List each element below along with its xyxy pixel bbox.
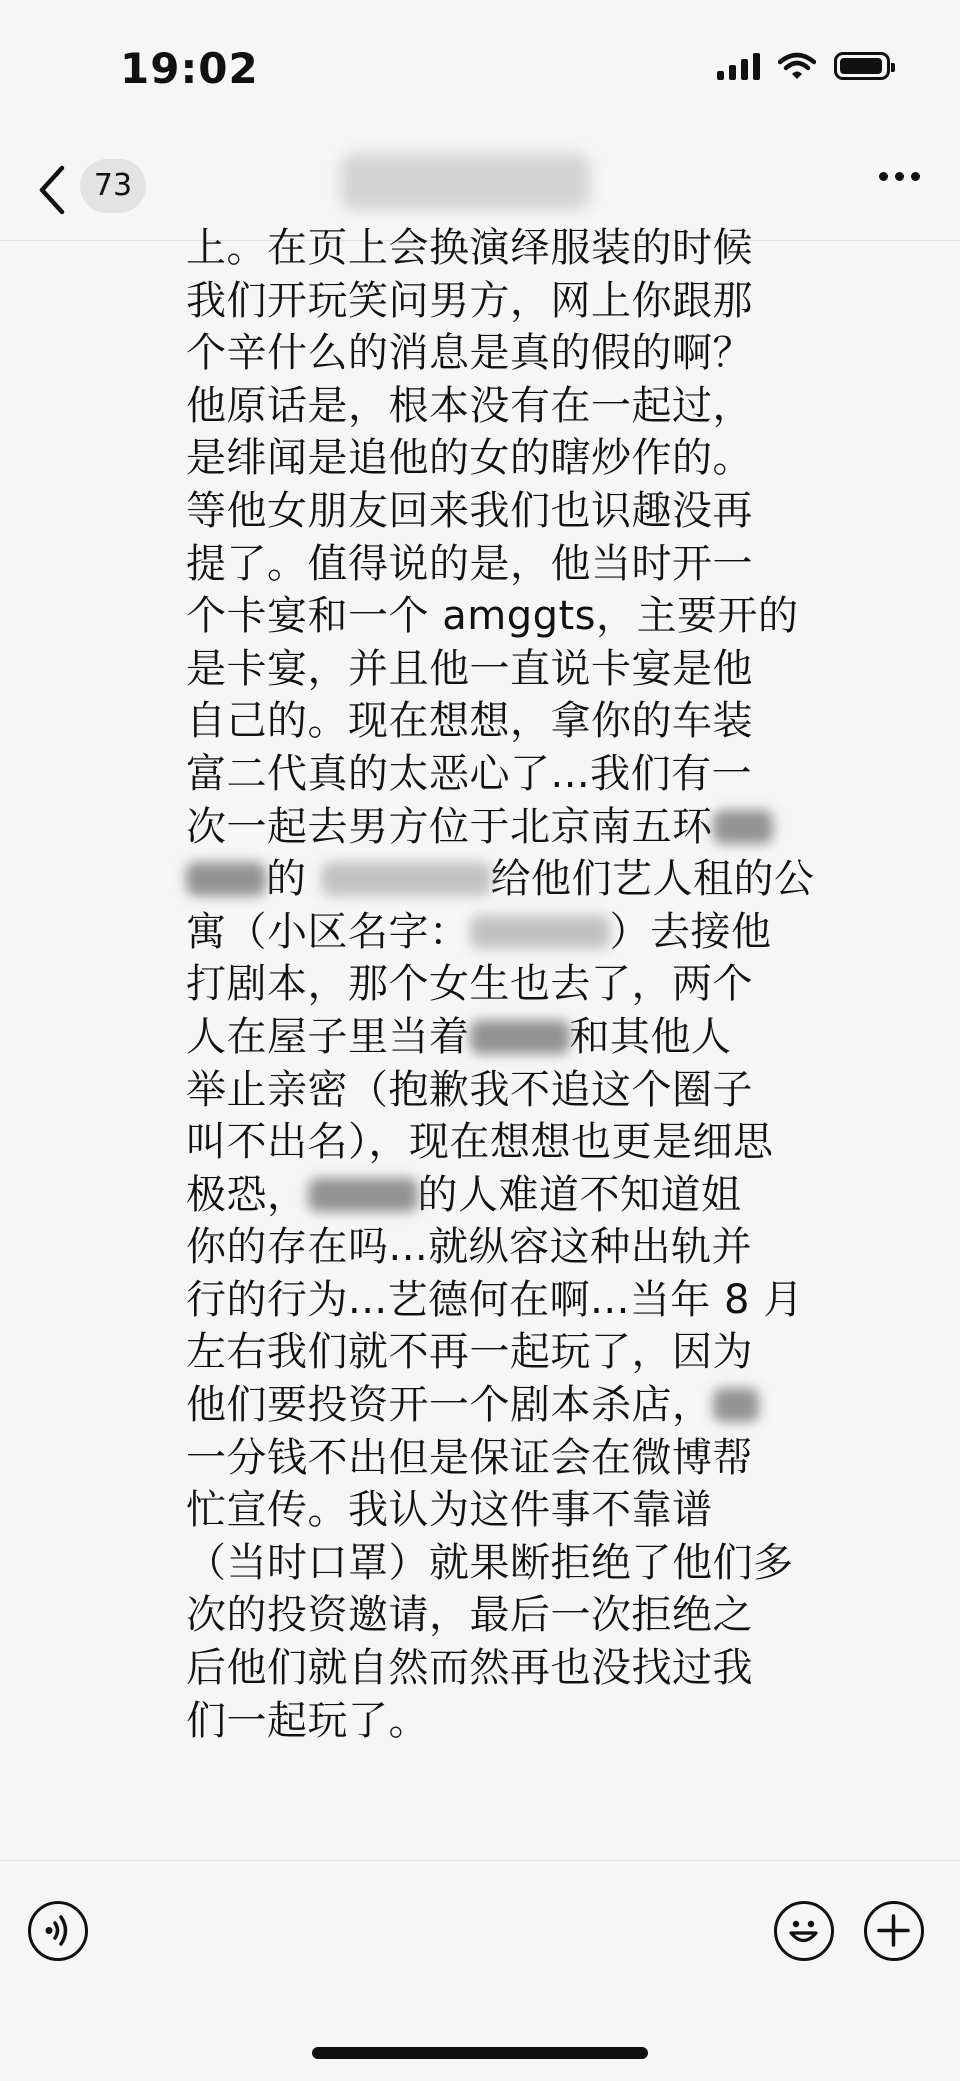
message-fragment: 的 [266, 856, 307, 903]
message-line: 忙宣传。我认为这件事不靠谱 [186, 1487, 713, 1534]
message-fragment: ）去接他 [609, 908, 772, 955]
message-line: 次的投资邀请，最后一次拒绝之 [186, 1592, 753, 1639]
chevron-left-icon[interactable] [34, 160, 70, 220]
status-time: 19:02 [120, 44, 259, 93]
message-line: 打剧本，那个女生也去了，两个 [186, 961, 753, 1008]
message-line: 们一起玩了。 [186, 1697, 429, 1744]
message-line: 自己的。现在想想，拿你的车装 [186, 698, 753, 745]
cellular-signal-icon [717, 52, 760, 80]
voice-input-icon[interactable] [28, 1901, 88, 1961]
message-line: 是绯闻是追他的女的瞎炒作的。 [186, 435, 753, 482]
emoji-icon[interactable] [774, 1901, 834, 1961]
message-line [186, 801, 826, 854]
message-line [186, 1011, 826, 1064]
plus-icon[interactable] [864, 1901, 924, 1961]
chat-input-bar [0, 1860, 960, 1991]
message-line: 叫不出名），现在想想也更是细思 [186, 1119, 774, 1166]
message-fragment: 极恐， [186, 1171, 308, 1218]
message-line: 个卡宴和一个 amggts，主要开的 [186, 593, 799, 640]
redacted-text [470, 1020, 570, 1054]
ellipsis-icon[interactable] [879, 172, 920, 181]
redacted-text [713, 1388, 759, 1422]
message-line [186, 1379, 826, 1432]
message-line: 个辛什么的消息是真的假的啊？ [186, 330, 753, 377]
message-line: 左右我们就不再一起玩了，因为 [186, 1329, 753, 1376]
message-line [186, 853, 826, 906]
battery-level-fill [840, 58, 882, 74]
message-line: 行的行为...艺德何在啊...当年 8 月 [186, 1276, 804, 1323]
home-indicator[interactable] [312, 2047, 648, 2059]
unread-count-badge[interactable]: 73 [80, 159, 146, 213]
message-line: 我们开玩笑问男方，网上你跟那 [186, 277, 753, 324]
message-line: 他原话是，根本没有在一起过， [186, 382, 753, 429]
message-line: 上。在页上会换演绎服装的时候 [186, 225, 753, 271]
redacted-text [713, 810, 773, 844]
message-fragment: 给他们艺人租的公 [490, 856, 815, 903]
sound-waves-icon [31, 1904, 84, 1957]
message-text [186, 222, 826, 1747]
message-line: 等他女朋友回来我们也识趣没再 [186, 487, 753, 534]
redacted-text [186, 862, 266, 896]
message-fragment: 次一起去男方位于北京南五环 [186, 803, 713, 850]
message-line: （当时口罩）就果断拒绝了他们多 [186, 1539, 794, 1586]
message-fragment: 他们要投资开一个剧本杀店， [186, 1382, 713, 1429]
message-line [186, 1169, 826, 1222]
message-line: 提了。值得说的是，他当时开一 [186, 540, 753, 587]
status-bar [0, 0, 960, 140]
message-line: 举止亲密（抱歉我不追这个圈子 [186, 1066, 753, 1113]
message-line: 是卡宴，并且他一直说卡宴是他 [186, 645, 753, 692]
status-icons [717, 52, 890, 80]
message-line: 后他们就自然而然再也没找过我 [186, 1645, 753, 1692]
message-fragment: 和其他人 [569, 1013, 732, 1060]
message-fragment: 的人难道不知道姐 [417, 1171, 742, 1218]
plus-sign-icon [867, 1904, 920, 1957]
smiley-face-icon [777, 1904, 830, 1957]
message-fragment: 人在屋子里当着 [186, 1013, 470, 1060]
message-fragment: 寓（小区名字： [186, 908, 470, 955]
message-line: 富二代真的太恶心了...我们有一 [186, 750, 753, 797]
message-line: 一分钱不出但是保证会在微博帮 [186, 1434, 753, 1481]
redacted-text [470, 915, 610, 949]
redacted-text [321, 862, 491, 896]
battery-icon [834, 52, 890, 80]
message-line: 你的存在吗...就纵容这种出轨并 [186, 1224, 753, 1271]
redacted-contact-name [340, 154, 590, 210]
wifi-icon [778, 52, 816, 80]
message-line [186, 906, 826, 959]
redacted-text [308, 1178, 418, 1212]
